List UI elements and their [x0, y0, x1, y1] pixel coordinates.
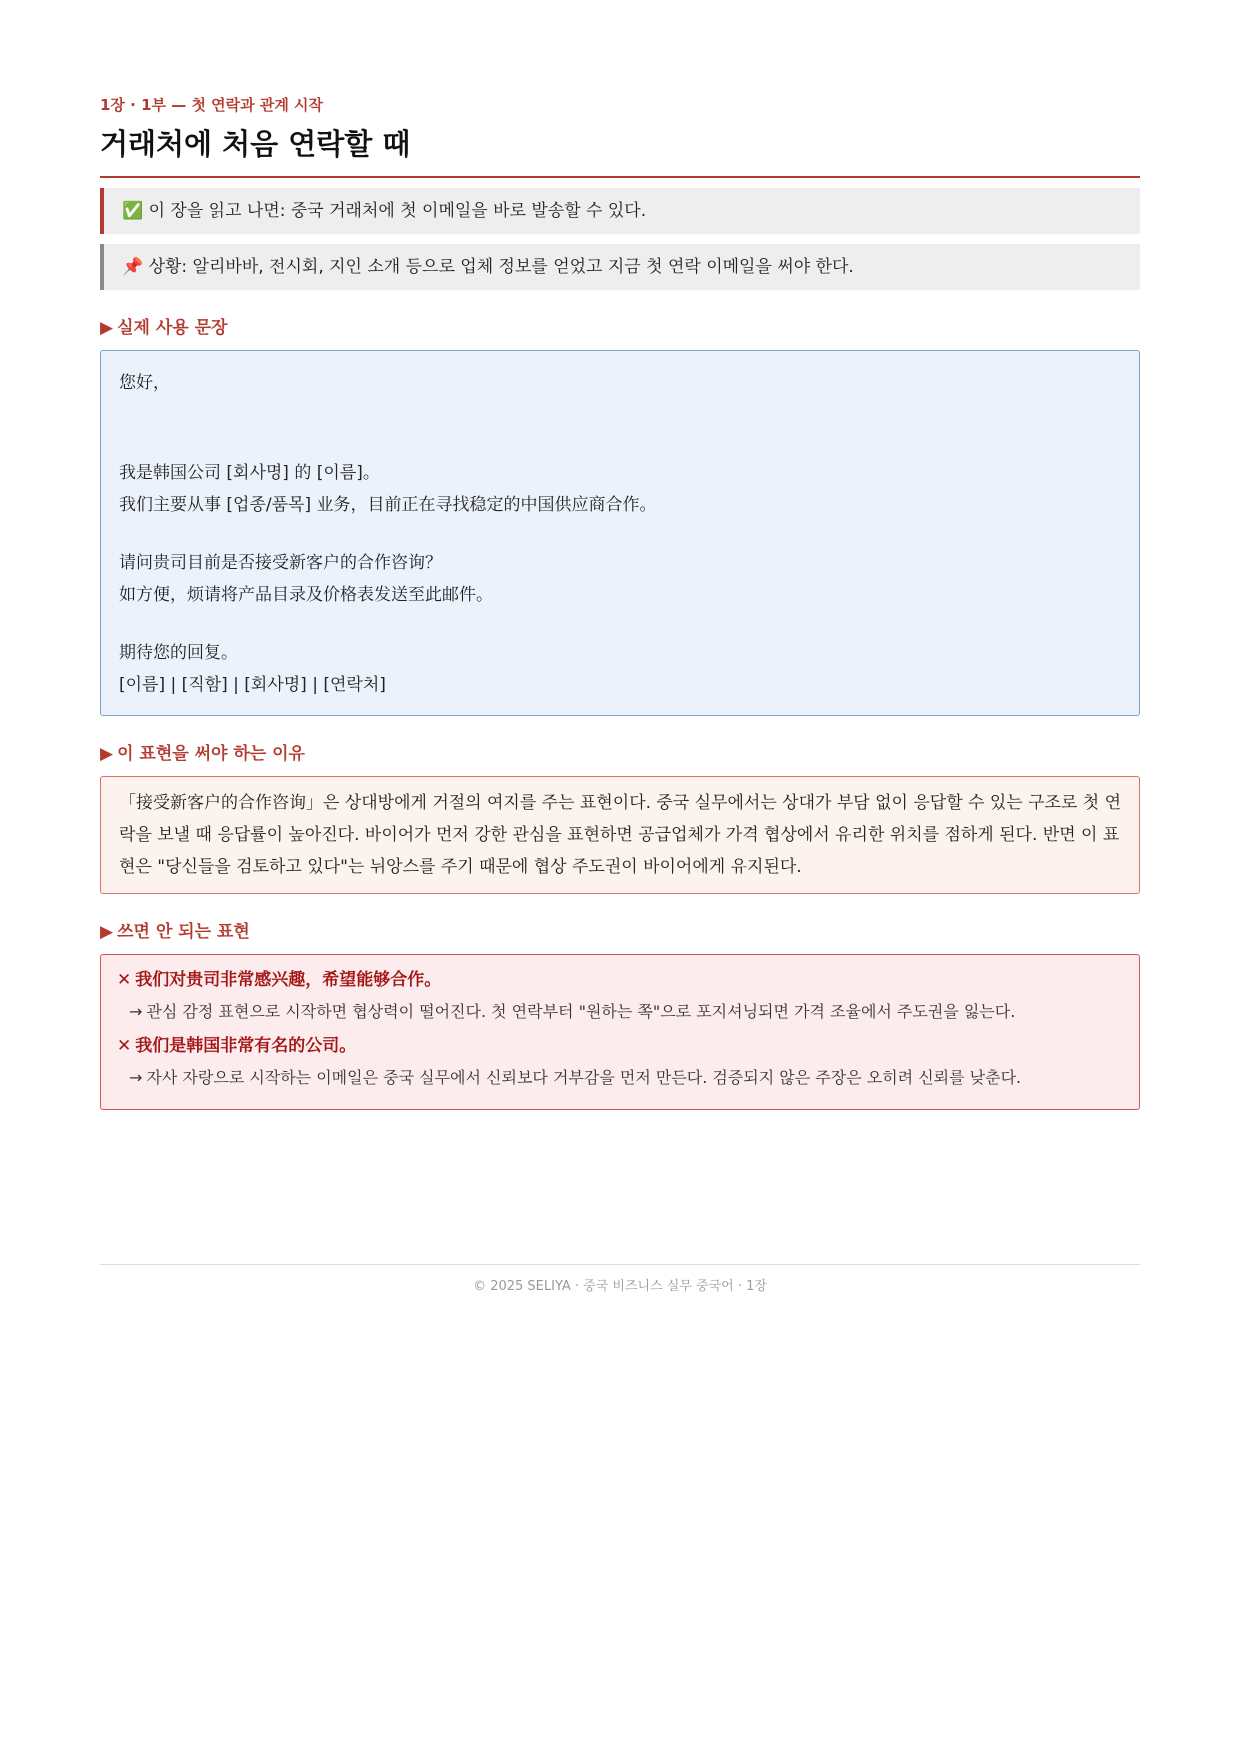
reason-box	[100, 776, 1140, 894]
avoid-phrase-line	[117, 1033, 1123, 1059]
check-icon: ✅	[122, 201, 144, 221]
pin-icon: 📌	[122, 257, 144, 277]
email-greeting: 您好，	[119, 373, 170, 393]
x-mark-icon: ✕	[117, 970, 132, 990]
arrow-right-icon: →	[129, 1002, 143, 1021]
email-line: 我是韩国公司 [회사명] 的 [이름]。	[119, 463, 380, 483]
email-signature: [이름] | [직함] | [회사명] | [연락처]	[119, 675, 386, 695]
arrow-right-icon: →	[129, 1068, 143, 1087]
section-heading-text: 쓰면 안 되는 표현	[117, 922, 250, 942]
avoid-phrase: 我们对贵司非常感兴趣，希望能够合作。	[135, 970, 442, 990]
avoid-box	[100, 954, 1140, 1110]
avoid-reason: 관심 감정 표현으로 시작하면 협상력이 떨어진다. 첫 연락부터 "원하는 쪽"으로 포지셔닝되면 가격 조율에서 주도권을 잃는다.	[146, 1002, 1016, 1021]
avoid-phrase-line	[117, 967, 1123, 993]
section-heading-text: 실제 사용 문장	[117, 318, 228, 338]
email-example-box	[100, 350, 1140, 716]
blank-line	[119, 611, 1121, 637]
triangle-right-icon: ▶	[100, 744, 114, 764]
section-heading-usage	[100, 316, 1140, 340]
section-heading-reason	[100, 742, 1140, 766]
section-heading-avoid	[100, 920, 1140, 944]
triangle-right-icon: ▶	[100, 922, 114, 942]
x-mark-icon: ✕	[117, 1036, 132, 1056]
situation-text: 상황: 알리바바, 전시회, 지인 소개 등으로 업체 정보를 얻었고 지금 첫 연락 이메일을 써야 한다.	[148, 257, 854, 277]
avoid-reason-line	[117, 999, 1123, 1025]
goal-callout	[100, 188, 1140, 234]
avoid-item	[117, 967, 1123, 1025]
situation-callout	[100, 244, 1140, 290]
avoid-reason-line	[117, 1065, 1123, 1091]
email-line: 期待您的回复。	[119, 643, 238, 663]
avoid-item	[117, 1033, 1123, 1091]
page-footer: © 2025 SELIYA · 중국 비즈니스 실무 중국어 · 1장	[100, 1264, 1140, 1294]
avoid-phrase: 我们是韩国非常有名的公司。	[135, 1036, 357, 1056]
triangle-right-icon: ▶	[100, 318, 114, 338]
blank-line	[119, 431, 1121, 457]
blank-line	[119, 521, 1121, 547]
email-line: 我们主要从事 [업종/품목] 业务，目前正在寻找稳定的中国供应商合作。	[119, 495, 657, 515]
section-heading-text: 이 표현을 써야 하는 이유	[117, 744, 305, 764]
chapter-label: 1장 · 1부 — 첫 연락과 관계 시작	[100, 96, 324, 114]
goal-text: 이 장을 읽고 나면: 중국 거래처에 첫 이메일을 바로 발송할 수 있다.	[148, 201, 647, 221]
avoid-reason: 자사 자랑으로 시작하는 이메일은 중국 실무에서 신뢰보다 거부감을 먼저 만든다. 검증되지 않은 주장은 오히려 신뢰를 낮춘다.	[146, 1068, 1022, 1087]
reason-text: 「接受新客户的合作咨询」은 상대방에게 거절의 여지를 주는 표현이다. 중국 실무에서는 상대가 부담 없이 응답할 수 있는 구조로 첫 연락을 보낼 때 응답률이 높아진다. 바이어가 먼저 강한 관심을 표현하면 공급업체가 가격 협상에서 유리한 위치를 점하게 된다. 반면 이 표현은 "당신들을 검토하고 있다"는 뉘앙스를 주기 때문에 협상 주도권이 바이어에게 유지된다.	[119, 793, 1122, 877]
document-page	[100, 0, 1140, 1294]
page-title: 거래처에 처음 연락할 때	[100, 124, 1140, 178]
email-line: 如方便，烦请将产品目录及价格表发送至此邮件。	[119, 585, 493, 605]
email-line: 请问贵司目前是否接受新客户的合作咨询？	[119, 553, 442, 573]
blank-line	[119, 399, 1121, 431]
